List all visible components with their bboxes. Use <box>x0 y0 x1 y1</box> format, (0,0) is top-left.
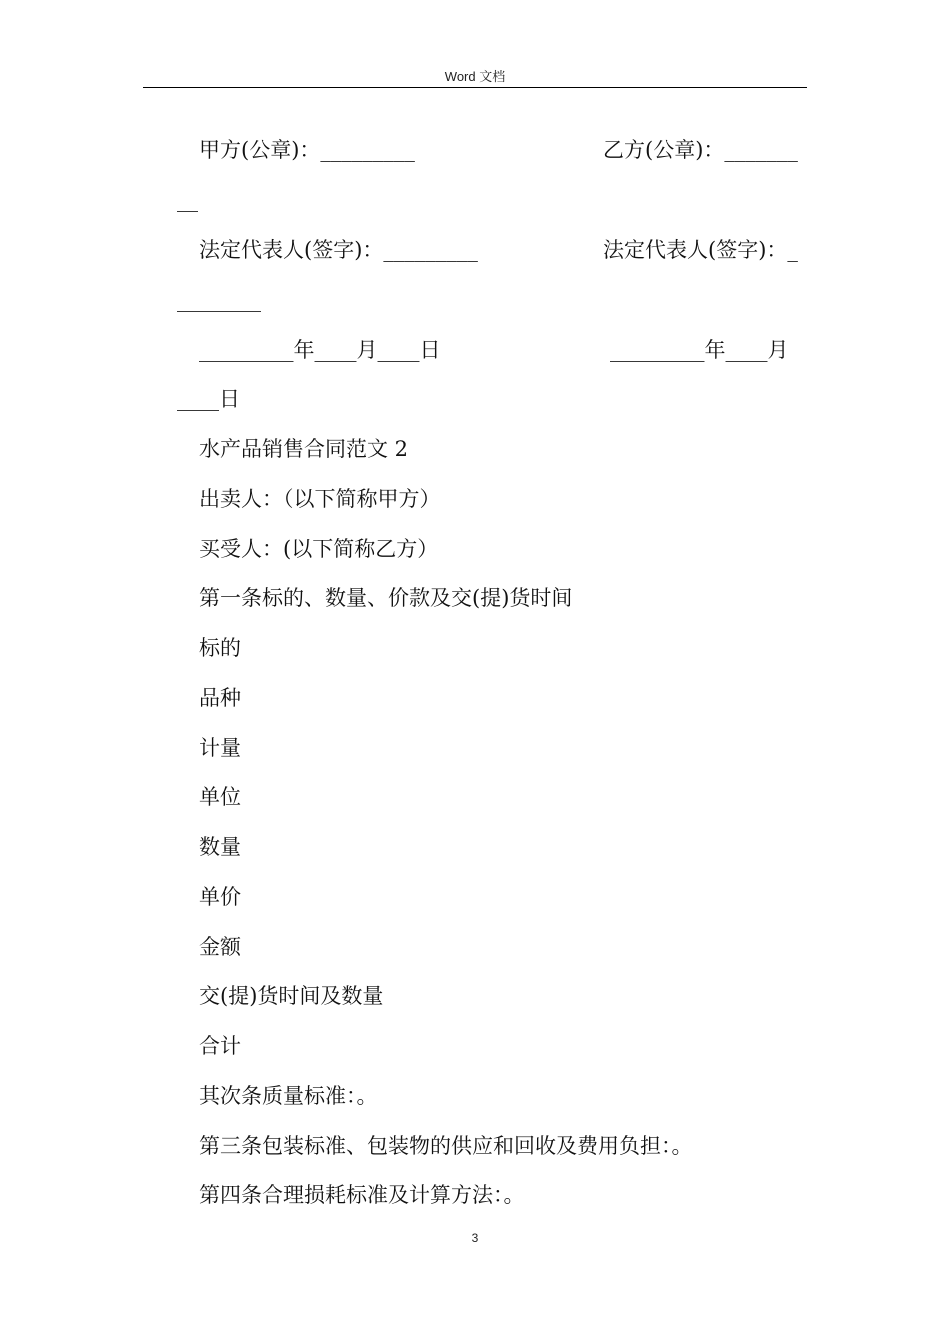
party-a-date: _________年____月____日 <box>199 338 441 362</box>
article-2-quality: 其次条质量标准：。 <box>199 1084 378 1108</box>
field-total: 合计 <box>199 1034 241 1058</box>
page-header-title: Word 文档 <box>444 69 506 84</box>
header-divider <box>143 87 807 88</box>
party-a-seal: 甲方(公章)：_________ <box>199 138 415 162</box>
field-amount: 金额 <box>199 935 241 959</box>
field-delivery-time: 交(提)货时间及数量 <box>199 984 384 1008</box>
party-b-seal: 乙方(公章)：_______ <box>603 138 798 162</box>
party-a-representative: 法定代表人(签字)：_________ <box>199 238 478 262</box>
seller-line: 出卖人：（以下简称甲方） <box>199 487 441 511</box>
party-b-representative-continuation: ________ <box>177 288 261 312</box>
article-1-heading: 第一条标的、数量、价款及交(提)货时间 <box>199 586 573 610</box>
field-measure: 计量 <box>199 736 241 760</box>
party-b-seal-continuation: __ <box>177 188 198 212</box>
contract-title: 水产品销售合同范文 2 <box>199 437 409 461</box>
field-unit-price: 单价 <box>199 885 241 909</box>
article-3-packaging: 第三条包装标准、包装物的供应和回收及费用负担：。 <box>199 1134 693 1158</box>
field-subject: 标的 <box>199 636 241 660</box>
page-number: 3 <box>471 1231 479 1245</box>
field-unit: 单位 <box>199 785 241 809</box>
article-4-loss: 第四条合理损耗标准及计算方法：。 <box>199 1183 525 1207</box>
field-quantity: 数量 <box>199 835 241 859</box>
party-b-date-continuation: ____日 <box>177 387 240 411</box>
buyer-line: 买受人：(以下简称乙方） <box>199 537 439 561</box>
party-b-representative: 法定代表人(签字)：_ <box>603 238 798 262</box>
field-variety: 品种 <box>199 686 241 710</box>
party-b-date: _________年____月 <box>610 338 789 362</box>
